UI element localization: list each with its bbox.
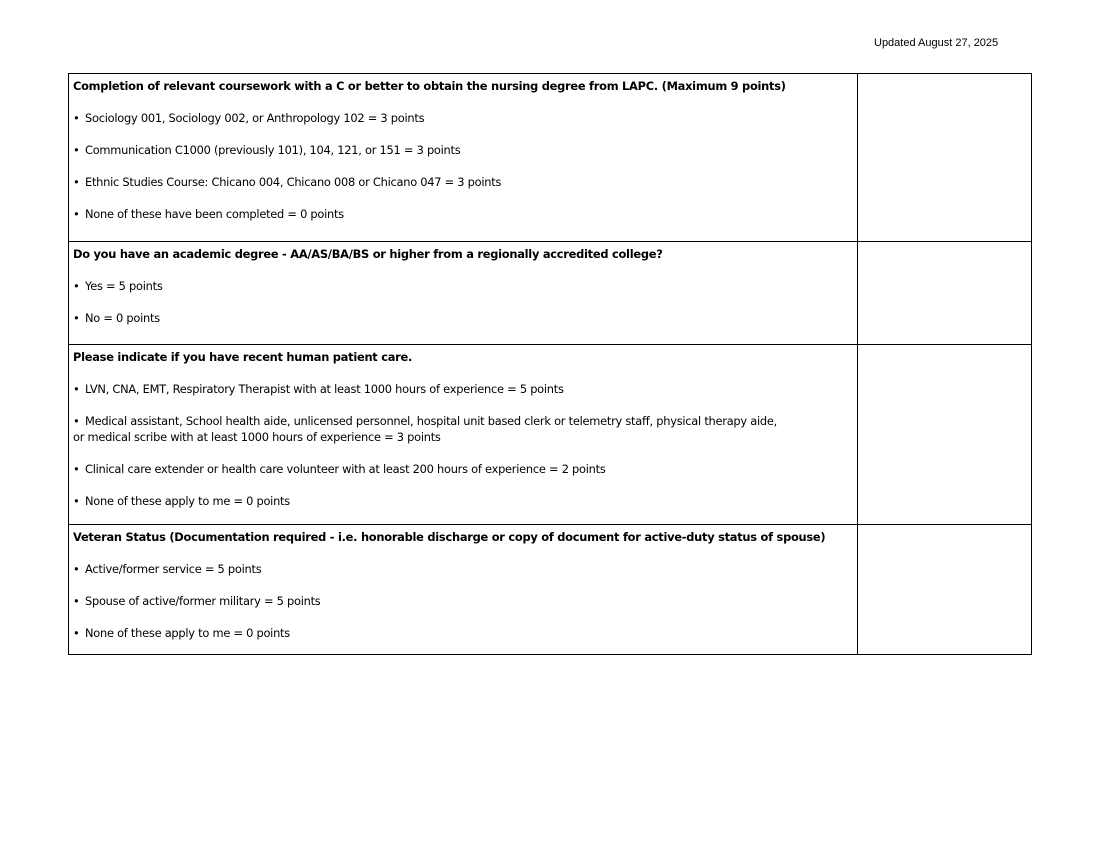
bullet-icon: • [73, 311, 80, 325]
score-cell[interactable] [858, 74, 1032, 242]
question-title: Completion of relevant coursework with a C or better to obtain the nursing degree from LAPC. (Maximum 9 points) [73, 79, 786, 93]
question-cell [69, 74, 858, 242]
option-label: Active/former service = 5 points [85, 562, 262, 576]
bullet-icon: • [73, 143, 80, 157]
criteria-table [68, 73, 1032, 655]
option-label: Spouse of active/former military = 5 points [85, 594, 321, 608]
list-item [73, 142, 853, 158]
bullet-icon: • [73, 207, 80, 221]
list-item [73, 493, 853, 509]
list-item [73, 593, 853, 609]
question-title: Veteran Status (Documentation required - i.e. honorable discharge or copy of document for active-duty status of spouse) [73, 530, 826, 544]
bullet-icon: • [73, 382, 80, 396]
question-cell [69, 242, 858, 345]
bullet-icon: • [73, 626, 80, 640]
option-label: Yes = 5 points [85, 279, 163, 293]
list-item [73, 174, 853, 190]
option-label: None of these have been completed = 0 points [85, 207, 344, 221]
list-item [73, 625, 853, 641]
updated-date: Updated August 27, 2025 [874, 37, 999, 49]
option-label: No = 0 points [85, 311, 160, 325]
list-item [73, 110, 853, 126]
list-item [73, 381, 853, 397]
question-title: Please indicate if you have recent human patient care. [73, 350, 413, 364]
list-item [73, 561, 853, 577]
score-cell[interactable] [858, 525, 1032, 655]
score-cell[interactable] [858, 242, 1032, 345]
option-label: None of these apply to me = 0 points [85, 494, 290, 508]
option-label: LVN, CNA, EMT, Respiratory Therapist with at least 1000 hours of experience = 5 points [85, 382, 564, 396]
table-row [69, 74, 1032, 242]
table-row [69, 242, 1032, 345]
bullet-icon: • [73, 279, 80, 293]
option-label: Sociology 001, Sociology 002, or Anthropology 102 = 3 points [85, 111, 425, 125]
table-row [69, 345, 1032, 525]
option-label: Communication C1000 (previously 101), 104, 121, or 151 = 3 points [85, 143, 461, 157]
bullet-icon: • [73, 494, 80, 508]
score-cell[interactable] [858, 345, 1032, 525]
list-item [73, 310, 853, 326]
bullet-icon: • [73, 414, 80, 428]
bullet-icon: • [73, 111, 80, 125]
option-label: Clinical care extender or health care volunteer with at least 200 hours of experience = 2 points [85, 462, 606, 476]
list-item [73, 278, 853, 294]
list-item [73, 206, 853, 222]
option-label: None of these apply to me = 0 points [85, 626, 290, 640]
question-cell [69, 345, 858, 525]
bullet-icon: • [73, 594, 80, 608]
question-title: Do you have an academic degree - AA/AS/BA/BS or higher from a regionally accredited college? [73, 247, 663, 261]
table-row [69, 525, 1032, 655]
list-item [73, 461, 853, 477]
bullet-icon: • [73, 462, 80, 476]
question-cell [69, 525, 858, 655]
option-label: Medical assistant, School health aide, unlicensed personnel, hospital unit based clerk or telemetry staff, physical therapy aide, or medical scribe with at least 1000 hours of experience = 3 points [73, 414, 778, 444]
list-item [73, 413, 788, 445]
bullet-icon: • [73, 562, 80, 576]
option-label: Ethnic Studies Course: Chicano 004, Chicano 008 or Chicano 047 = 3 points [85, 175, 502, 189]
bullet-icon: • [73, 175, 80, 189]
